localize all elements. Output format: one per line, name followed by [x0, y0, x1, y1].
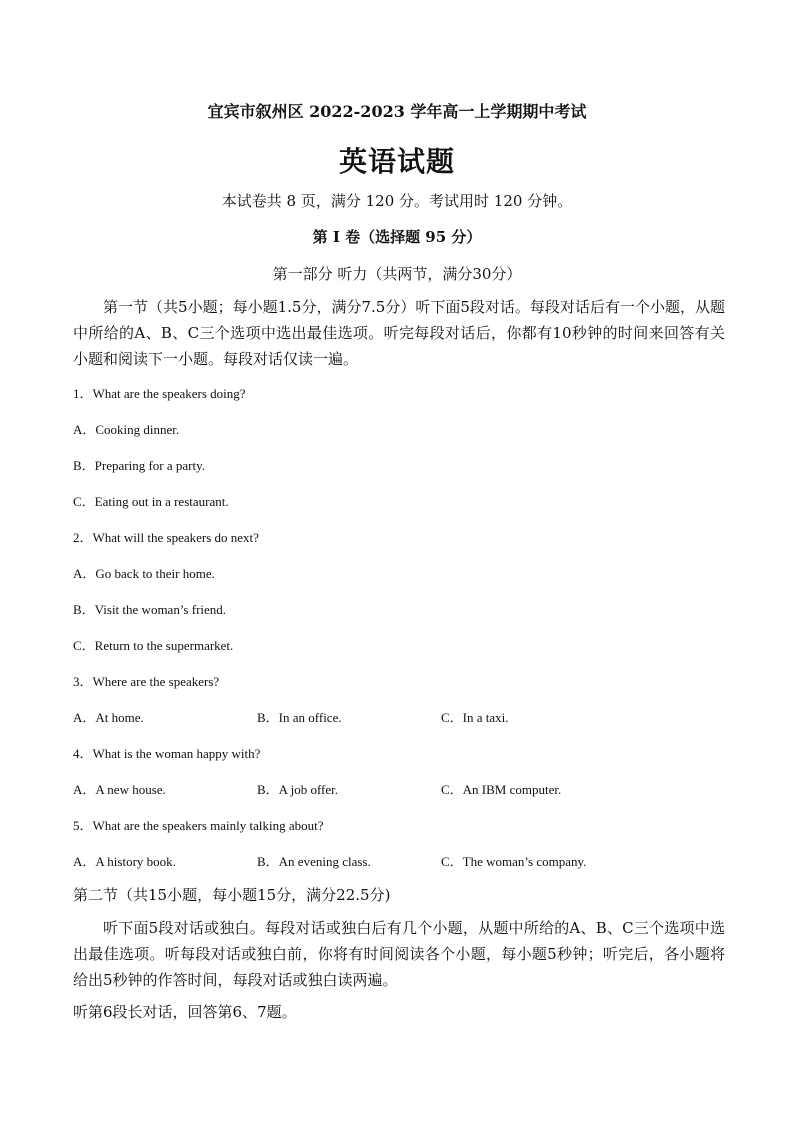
question-1-stem: 1．What are the speakers doing?: [73, 386, 246, 401]
question-1-option-c: C．Eating out in a restaurant.: [73, 494, 229, 509]
question-2-option-b: B．Visit the woman’s friend.: [73, 602, 227, 617]
question-1-option-a: A．Cooking dinner.: [73, 422, 180, 437]
volume-heading: 第 I 卷（选择题 95 分）: [312, 228, 482, 246]
part-heading: 第一部分 听力（共两节，满分30分）: [272, 265, 522, 283]
question-3-option-c: C．In a taxi.: [441, 710, 509, 725]
question-4-option-b: B．A job offer.: [257, 782, 339, 797]
question-5-option-c: C．The woman’s company.: [441, 854, 587, 869]
dialog-6-note: 听第6段长对话，回答第6、7题。: [73, 1003, 297, 1021]
question-5-stem: 5．What are the speakers mainly talking about?: [73, 818, 324, 833]
question-3-option-b: B．In an office.: [257, 710, 342, 725]
question-2-option-c: C．Return to the supermarket.: [73, 638, 234, 653]
question-5-option-b: B．An evening class.: [257, 854, 371, 869]
question-3-option-a: A．At home.: [73, 710, 144, 725]
exam-info: 本试卷共 8 页，满分 120 分。考试用时 120 分钟。: [221, 192, 573, 210]
question-3-stem: 3．Where are the speakers?: [73, 674, 220, 689]
question-2-stem: 2．What will the speakers do next?: [73, 530, 259, 545]
question-1-option-b: B．Preparing for a party.: [73, 458, 206, 473]
question-4-stem: 4．What is the woman happy with?: [73, 746, 261, 761]
section2-heading: 第二节（共15小题，每小题15分，满分22.5分): [73, 886, 391, 904]
question-2-option-a: A．Go back to their home.: [73, 566, 215, 581]
section2-instructions: 听下面5段对话或独白。每段对话或独白后有几个小题，从题中所给的A、B、C三个选项中选出最佳选项。听每段对话或独白前，你将有时间阅读各个小题，每小题5秒钟；听完后，各小题将给出5秒钟的作答时间，每段对话或独白读两遍。: [73, 919, 725, 989]
question-5-option-a: A．A history book.: [73, 854, 176, 869]
subject-title: 英语试题: [338, 145, 455, 178]
school-exam-title: 宜宾市叙州区 2022-2023 学年高一上学期期中考试: [207, 102, 587, 121]
question-4-option-a: A．A new house.: [73, 782, 166, 797]
section1-instructions: 第一节（共5小题；每小题1.5分，满分7.5分）听下面5段对话。每段对话后有一个小题，从题中所给的A、B、C三个选项中选出最佳选项。听完每段对话后，你都有10秒钟的时间来回答有关小题和阅读下一小题。每段对话仅读一遍。: [73, 298, 725, 368]
question-4-option-c: C．An IBM computer.: [441, 782, 562, 797]
